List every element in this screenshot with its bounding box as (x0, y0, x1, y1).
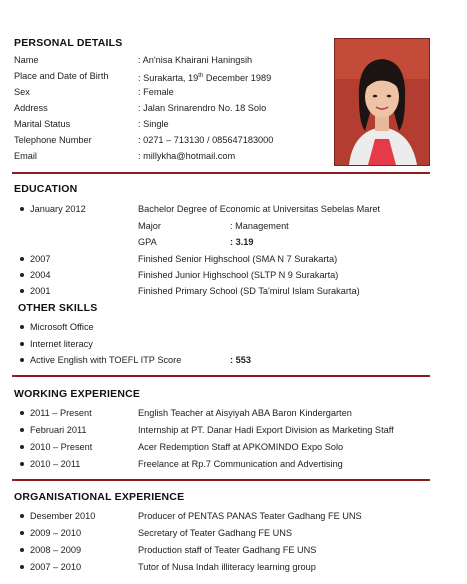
bullet-icon (20, 428, 24, 432)
work-desc: English Teacher at Aisyiyah ABA Baron Kindergarten (138, 408, 352, 418)
working-experience-heading: WORKING EXPERIENCE (14, 388, 141, 400)
org-item (14, 509, 434, 523)
personal-details-heading: PERSONAL DETAILS (14, 37, 123, 49)
education-item (14, 268, 434, 282)
bullet-icon (20, 273, 24, 277)
work-item (14, 457, 434, 471)
personal-value: : Jalan Srinarendro No. 18 Solo (138, 103, 267, 113)
org-desc: Tutor of Nusa Indah illiteracy learning group (138, 562, 316, 572)
other-skills-heading: OTHER SKILLS (18, 302, 98, 314)
org-date: 2007 – 2010 (30, 562, 82, 572)
gpa-label: GPA (138, 237, 157, 247)
org-date: 2009 – 2010 (30, 528, 82, 538)
org-date: 2008 – 2009 (30, 545, 82, 555)
personal-value: : Surakarta, 19th December 1989 (138, 73, 272, 84)
skill-item (14, 337, 434, 351)
education-desc: Finished Junior Highschool (SLTP N 9 Surakarta) (138, 270, 339, 280)
bullet-icon (20, 358, 24, 362)
personal-value: : millykha@hotmail.com (138, 151, 236, 161)
education-heading: EDUCATION (14, 183, 78, 195)
personal-label: Address (14, 103, 48, 113)
skill-label: Microsoft Office (30, 322, 94, 332)
major-value: : Management (230, 221, 289, 231)
profile-photo (334, 38, 430, 166)
bullet-icon (20, 325, 24, 329)
education-desc: Finished Senior Highschool (SMA N 7 Surakarta) (138, 254, 338, 264)
personal-label: Email (14, 151, 37, 161)
toefl-score: : 553 (230, 355, 251, 365)
section-divider (12, 375, 430, 377)
bullet-icon (20, 342, 24, 346)
education-item (14, 252, 434, 266)
education-date: January 2012 (30, 204, 86, 214)
org-desc: Production staff of Teater Gadhang FE UNS (138, 545, 317, 555)
education-desc: Finished Primary School (SD Ta'mirul Islam Surakarta) (138, 286, 360, 296)
work-desc: Acer Redemption Staff at APKOMINDO Expo Solo (138, 442, 344, 452)
org-item (14, 560, 434, 574)
org-item (14, 526, 434, 540)
personal-value: : Single (138, 119, 169, 129)
portrait-illustration (335, 39, 429, 165)
work-date: 2010 – 2011 (30, 459, 81, 469)
org-item (14, 543, 434, 557)
bullet-icon (20, 514, 24, 518)
skill-item (14, 353, 434, 367)
section-divider (12, 479, 430, 481)
education-item (14, 284, 434, 298)
work-item (14, 423, 434, 437)
bullet-icon (20, 411, 24, 415)
org-date: Desember 2010 (30, 511, 96, 521)
education-date: 2007 (30, 254, 51, 264)
personal-label: Name (14, 55, 39, 65)
bullet-icon (20, 257, 24, 261)
work-date: Februari 2011 (30, 425, 87, 435)
work-date: 2011 – Present (30, 408, 92, 418)
education-item (14, 202, 434, 216)
work-date: 2010 – Present (30, 442, 93, 452)
section-divider (12, 172, 430, 174)
work-desc: Freelance at Rp.7 Communication and Advertising (138, 459, 343, 469)
bullet-icon (20, 289, 24, 293)
work-item (14, 406, 434, 420)
personal-value: : 0271 – 713130 / 085647183000 (138, 135, 274, 145)
personal-value: : An'nisa Khairani Haningsih (138, 55, 253, 65)
bullet-icon (20, 565, 24, 569)
personal-label: Sex (14, 87, 30, 97)
personal-label: Telephone Number (14, 135, 92, 145)
work-item (14, 440, 434, 454)
education-desc: Bachelor Degree of Economic at Universitas Sebelas Maret (138, 204, 381, 214)
education-date: 2001 (30, 286, 51, 296)
bullet-icon (20, 462, 24, 466)
personal-value: : Female (138, 87, 174, 97)
personal-label: Place and Date of Birth (14, 71, 109, 81)
skill-label: Internet literacy (30, 339, 93, 349)
personal-label: Marital Status (14, 119, 71, 129)
org-desc: Producer of PENTAS PANAS Teater Gadhang FE UNS (138, 511, 362, 521)
gpa-value: : 3.19 (230, 237, 254, 247)
major-label: Major (138, 221, 161, 231)
education-date: 2004 (30, 270, 51, 280)
bullet-icon (20, 445, 24, 449)
bullet-icon (20, 531, 24, 535)
org-desc: Secretary of Teater Gadhang FE UNS (138, 528, 293, 538)
skill-item (14, 320, 434, 334)
bullet-icon (20, 548, 24, 552)
work-desc: Internship at PT. Danar Hadi Export Division as Marketing Staff (138, 425, 394, 435)
bullet-icon (20, 207, 24, 211)
organisational-experience-heading: ORGANISATIONAL EXPERIENCE (14, 491, 185, 503)
skill-label: Active English with TOEFL ITP Score (30, 355, 182, 365)
